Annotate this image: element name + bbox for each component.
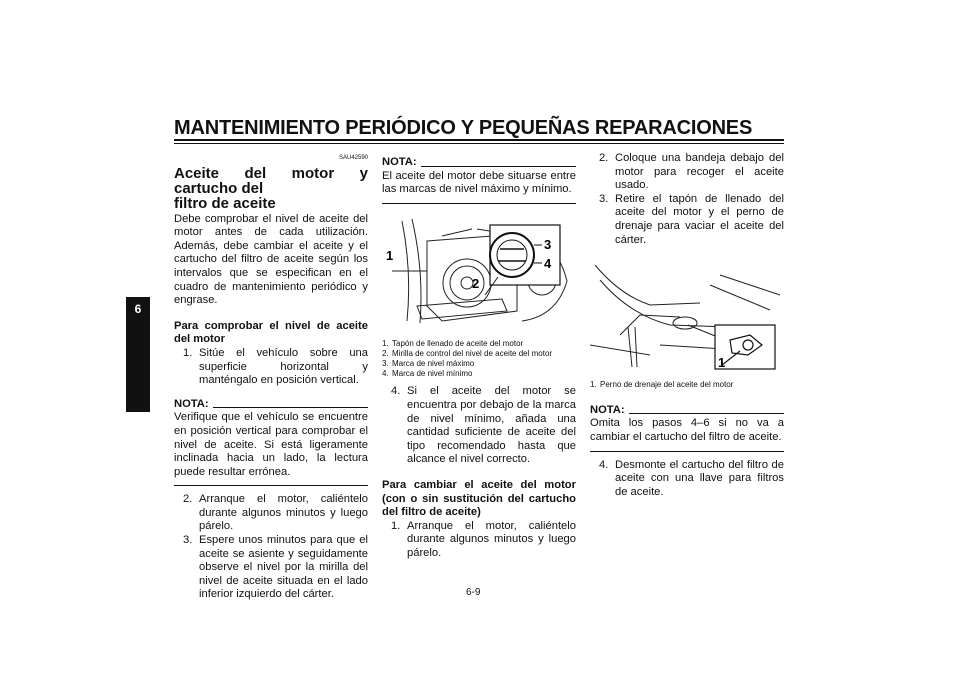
nota-text: Verifique que el vehículo se encuentre en posición vertical para comprobar el nivel de aceite. Si está ligeramente inclinada hacia un lado, la lectura puede resultar errónea. — [174, 411, 368, 478]
step-text: Coloque una bandeja debajo del motor para recoger el aceite usado. — [615, 152, 784, 192]
nota-end-rule — [590, 445, 784, 452]
step-number: 1. — [183, 346, 193, 359]
nota-heading — [174, 398, 368, 412]
caption-number: 3. — [382, 359, 389, 369]
figure-callout-1: 1 — [718, 355, 726, 371]
caption-item — [382, 339, 576, 349]
step-4 — [382, 385, 576, 467]
nota-label: NOTA: — [382, 156, 417, 168]
nota-end-rule — [382, 197, 576, 204]
step-text: Espere unos minutos para que el aceite se asiente y seguidamente observe el nivel por la mirilla del nivel de aceite situada en el lado inferior izquierdo del cárter. — [199, 534, 368, 601]
section-heading-line2: filtro de aceite — [174, 194, 276, 212]
step-text: Sitúe el vehículo sobre una superficie horizontal y manténgalo en posición vertical. — [199, 346, 368, 387]
figure-callout-2: 2 — [472, 275, 480, 291]
step-text: Desmonte el cartucho del filtro de aceite con una llave para filtros de aceite. — [615, 458, 784, 498]
caption-item — [382, 349, 576, 359]
right-column — [590, 152, 784, 499]
middle-column — [382, 152, 576, 561]
step-number: 4. — [391, 385, 401, 398]
change-oil-subheading: Para cambiar el aceite del motor (con o sin sustitución del cartucho del filtro de aceite) — [382, 478, 576, 519]
nota-rule — [213, 407, 368, 408]
nota-heading — [590, 404, 784, 418]
caption-text: Mirilla de control del nivel de aceite del motor — [392, 349, 553, 359]
nota-rule — [421, 166, 576, 167]
check-level-subheading: Para comprobar el nivel de aceite del motor — [174, 319, 368, 346]
left-column — [174, 152, 368, 602]
step-number: 1. — [391, 519, 401, 532]
figure-callout-1: 1 — [386, 247, 394, 263]
figure-callout-3: 3 — [544, 236, 552, 252]
header-rule-thin — [174, 143, 784, 144]
nota-heading — [382, 156, 576, 170]
step-2 — [590, 152, 784, 193]
step-3 — [174, 534, 368, 602]
drain-bolt-illustration — [590, 255, 784, 373]
caption-item — [590, 380, 784, 390]
step-text: Arranque el motor, caliéntelo durante algunos minutos y luego párelo. — [407, 519, 576, 559]
step-text: Retire el tapón de llenado del aceite del motor y el perno de drenaje para vaciar el aceite del cárter. — [615, 192, 784, 246]
caption-number: 4. — [382, 369, 389, 379]
page-number: 6-9 — [466, 587, 481, 598]
step-2 — [174, 493, 368, 534]
figure-captions — [590, 380, 784, 390]
chapter-tab — [126, 297, 150, 412]
nota-label: NOTA: — [174, 397, 209, 410]
step-3 — [590, 193, 784, 247]
nota-text: Omita los pasos 4–6 si no va a cambiar el cartucho del filtro de aceite. — [590, 417, 784, 443]
caption-item — [382, 369, 576, 379]
chapter-tab-label: 6 — [134, 302, 142, 316]
page-title: MANTENIMIENTO PERIÓDICO Y PEQUEÑAS REPARACIONES — [174, 117, 753, 139]
step-number: 3. — [183, 534, 193, 547]
nota-end-rule — [174, 479, 368, 486]
step-4 — [590, 459, 784, 500]
step-text: Si el aceite del motor se encuentra por debajo de la marca de nivel mínimo, añada una cantidad suficiente de aceite del tipo recomendado hasta que alcance el nivel correcto. — [407, 385, 576, 466]
caption-text: Marca de nivel mínimo — [392, 369, 473, 379]
step-1 — [174, 347, 368, 388]
caption-text: Perno de drenaje del aceite del motor — [600, 379, 734, 389]
figure-callout-4: 4 — [544, 255, 552, 271]
caption-text: Tapón de llenado de aceite del motor — [392, 339, 524, 349]
nota-label: NOTA: — [590, 403, 625, 416]
header-rule — [174, 139, 784, 141]
step-number: 4. — [599, 458, 609, 471]
step-number: 3. — [599, 192, 609, 205]
engine-oil-sightglass-illustration — [382, 211, 576, 331]
figure-captions — [382, 339, 576, 379]
nota-rule — [629, 413, 784, 414]
intro-paragraph: Debe comprobar el nivel de aceite del motor antes de cada utilización. Además, debe cambiar el aceite y el cartucho del filtro de aceite según los intervalos que se especifican en el cuadro de mantenimiento periódico y engrase. — [174, 212, 368, 307]
step-number: 2. — [183, 493, 193, 506]
caption-number: 1. — [590, 379, 597, 389]
section-heading-line1: Aceite del motor y cartucho del — [174, 164, 368, 197]
step-1 — [382, 520, 576, 561]
section-code: SAU42590 — [338, 155, 368, 161]
caption-text: Marca de nivel máximo — [392, 359, 475, 369]
caption-number: 1. — [382, 339, 389, 349]
caption-item — [382, 359, 576, 369]
nota-text: El aceite del motor debe situarse entre las marcas de nivel máximo y mínimo. — [382, 169, 576, 196]
step-number: 2. — [599, 152, 609, 164]
step-text: Arranque el motor, caliéntelo durante algunos minutos y luego párelo. — [199, 493, 368, 533]
caption-number: 2. — [382, 349, 389, 359]
